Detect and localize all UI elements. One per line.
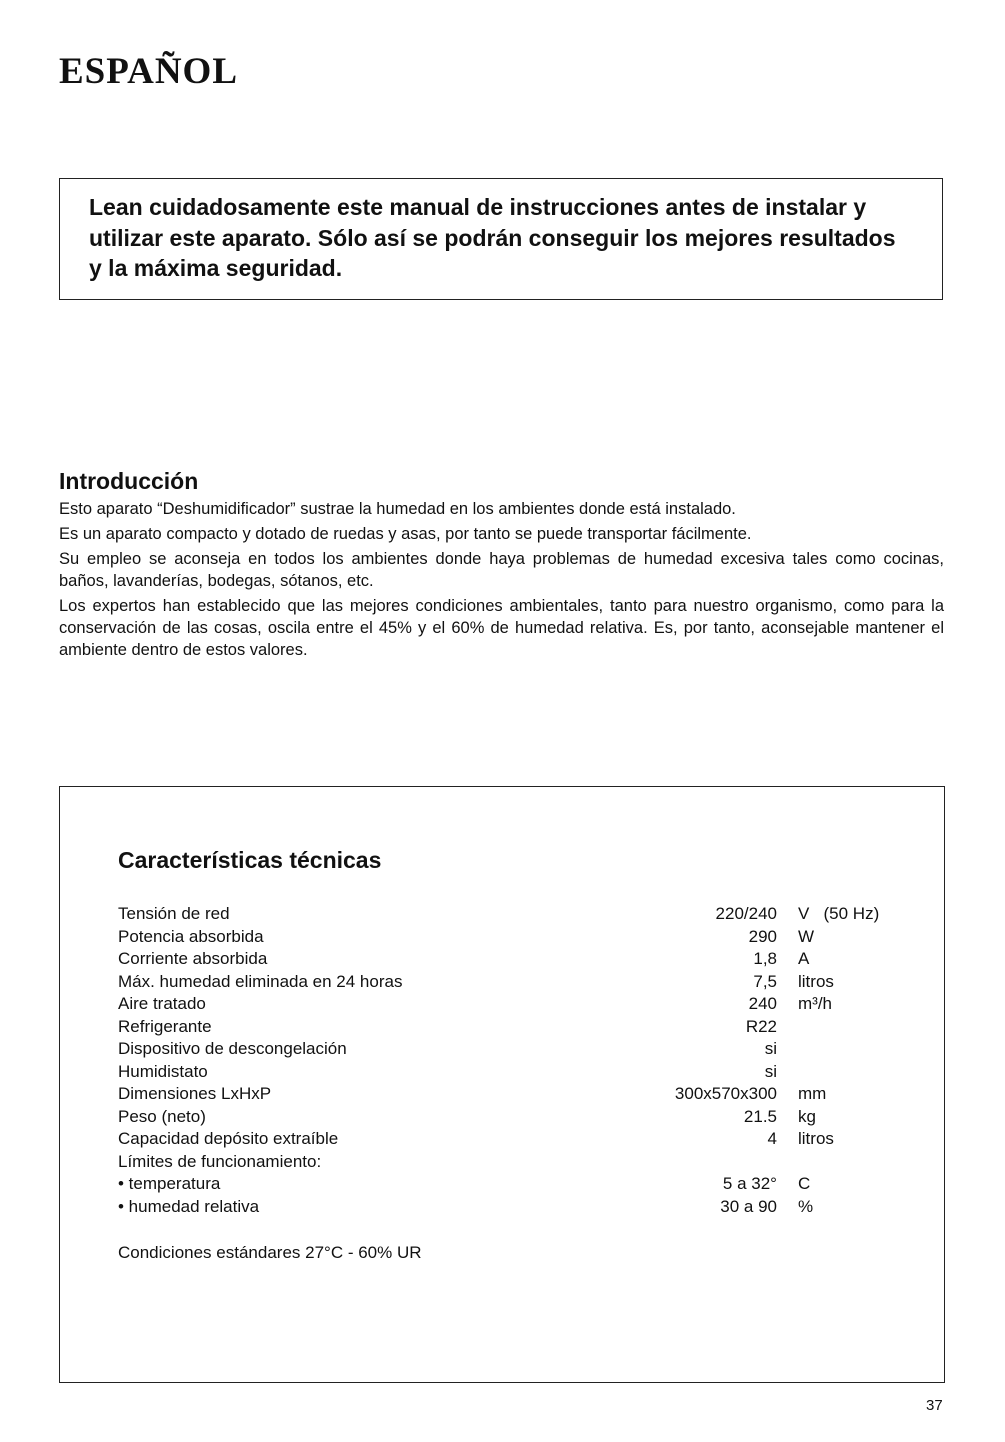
- spec-value: 240: [748, 994, 777, 1013]
- spec-label: Dimensiones LxHxP: [118, 1084, 272, 1103]
- spec-row: [118, 1173, 898, 1196]
- spec-unit: litros: [798, 971, 834, 991]
- specs-title: Características técnicas: [118, 847, 382, 873]
- intro-paragraph: Esto aparato “Deshumidificador” sustrae la humedad en los ambientes donde está instalado.: [59, 500, 736, 518]
- technical-specs-box: [59, 786, 945, 1383]
- spec-label: Corriente absorbida: [118, 949, 268, 968]
- spec-label: Refrigerante: [118, 1016, 212, 1036]
- spec-row: [118, 926, 898, 949]
- spec-value: si: [764, 1061, 777, 1081]
- spec-unit: litros: [798, 1129, 834, 1148]
- spec-row: [118, 1151, 898, 1174]
- spec-row: [118, 1038, 898, 1061]
- specs-table: [118, 903, 898, 1218]
- spec-label: Aire tratado: [118, 994, 206, 1013]
- spec-label: • humedad relativa: [118, 1196, 260, 1216]
- spec-row: [118, 1016, 898, 1039]
- spec-label: Tensión de red: [118, 904, 230, 923]
- spec-row: [118, 1083, 898, 1106]
- spec-row: [118, 1061, 898, 1084]
- spec-value: R22: [745, 1016, 777, 1036]
- spec-row: [118, 1196, 898, 1219]
- spec-value: 300x570x300: [674, 1084, 777, 1103]
- warning-box: [59, 178, 943, 300]
- spec-value: 21.5: [743, 1106, 777, 1126]
- page-number: 37: [926, 1397, 943, 1414]
- spec-value: 220/240: [715, 904, 777, 923]
- spec-row: [118, 993, 898, 1016]
- spec-label: Potencia absorbida: [118, 926, 264, 946]
- spec-row: [118, 948, 898, 971]
- spec-row: [118, 971, 898, 994]
- intro-paragraph: Los expertos han establecido que las mejores condiciones ambientales, tanto para nuestro organismo, como para la conservación de las cosas, oscila entre el 45% y el 60% de humedad relativa. Es, por tanto, aconsejable mantener el ambiente dentro de estos valores.: [59, 597, 944, 659]
- spec-row: [118, 903, 898, 926]
- spec-label: Límites de funcionamiento:: [118, 1151, 322, 1171]
- spec-value: 30 a 90: [720, 1196, 777, 1216]
- warning-text: Lean cuidadosamente este manual de instrucciones antes de instalar y utilizar este aparato. Sólo así se podrán conseguir los mejores resultados y la máxima seguridad.: [89, 194, 896, 281]
- spec-value: 1,8: [753, 949, 777, 968]
- introduction-title: Introducción: [59, 468, 199, 494]
- spec-unit: kg: [798, 1106, 816, 1126]
- spec-unit: mm: [798, 1084, 827, 1103]
- spec-label: • temperatura: [118, 1174, 221, 1193]
- spec-unit: m³/h: [798, 994, 832, 1013]
- spec-label: Máx. humedad eliminada en 24 horas: [118, 971, 403, 991]
- spec-row: [118, 1128, 898, 1151]
- spec-unit: %: [798, 1196, 814, 1216]
- spec-unit: C: [798, 1174, 811, 1193]
- language-heading: ESPAÑOL: [59, 51, 239, 92]
- spec-row: [118, 1106, 898, 1129]
- spec-unit: A: [798, 949, 810, 968]
- intro-paragraph: Es un aparato compacto y dotado de ruedas y asas, por tanto se puede transportar fácilmente.: [59, 525, 752, 543]
- spec-value: 290: [748, 926, 777, 946]
- spec-label: Capacidad depósito extraíble: [118, 1129, 339, 1148]
- introduction-section: [59, 468, 944, 664]
- intro-paragraph: Su empleo se aconseja en todos los ambientes donde haya problemas de humedad excesiva tales como cocinas, baños, lavanderías, bodegas, sótanos, etc.: [59, 550, 944, 590]
- spec-value: 4: [767, 1129, 777, 1148]
- standard-conditions-note: Condiciones estándares 27°C - 60% UR: [118, 1243, 422, 1262]
- spec-unit: V (50 Hz): [798, 904, 880, 923]
- spec-unit: W: [798, 926, 815, 946]
- spec-label: Dispositivo de descongelación: [118, 1039, 347, 1058]
- spec-label: Humidistato: [118, 1061, 208, 1081]
- spec-value: 7,5: [753, 971, 777, 991]
- spec-value: 5 a 32°: [722, 1174, 777, 1193]
- spec-value: si: [764, 1039, 777, 1058]
- spec-label: Peso (neto): [118, 1106, 206, 1126]
